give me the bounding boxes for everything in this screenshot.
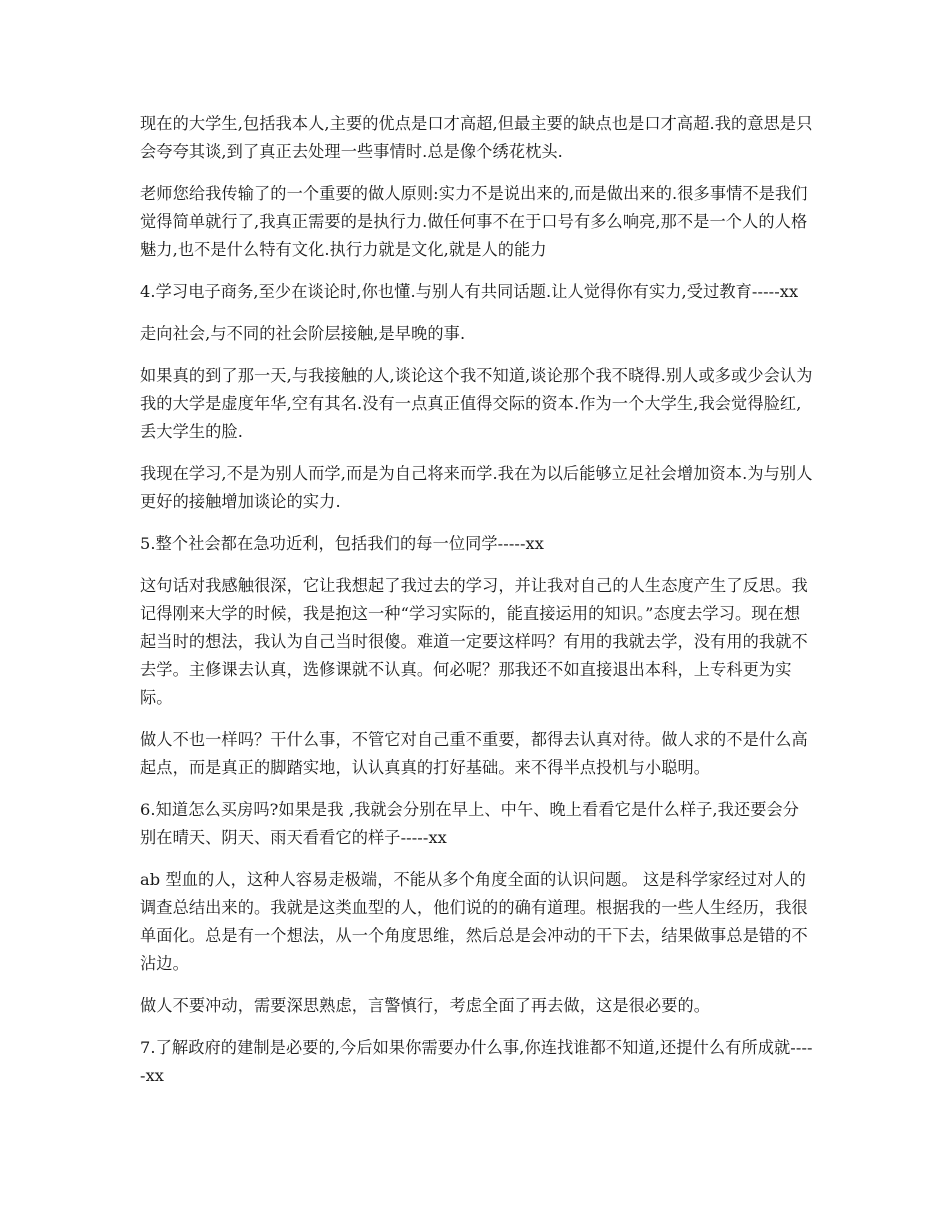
paragraph: 现在的大学生,包括我本人,主要的优点是口才高超,但最主要的缺点也是口才高超.我的意思是只会夸夸其谈,到了真正去处理一些事情时.总是像个绣花枕头. [140,114,813,161]
paragraph: 这句话对我感触很深，它让我想起了我过去的学习，并让我对自己的人生态度产生了反思。我记得刚来大学的时候，我是抱这一种“学习实际的，能直接运用的知识。”态度去学习。现在想起当时的想法，我认为自己当时很傻。难道一定要这样吗？有用的我就去学，没有用的我就不去学。主修课去认真，选修课就不认真。何必呢？那我还不如直接退出本科，上专科更为实际。 [140,576,808,707]
paragraph: 6.知道怎么买房吗?如果是我 ,我就会分别在早上、中午、晚上看看它是什么样子,我还要会分别在晴天、阴天、雨天看看它的样子-----xx [140,800,800,847]
paragraph: 我现在学习,不是为别人而学,而是为自己将来而学.我在为以后能够立足社会增加资本.为与别人更好的接触增加谈论的实力. [140,464,813,511]
paragraph: 5.整个社会都在急功近利，包括我们的每一位同学-----xx [140,534,544,553]
paragraph: 做人不要冲动，需要深思熟虑，言警慎行，考虑全面了再去做，这是很必要的。 [140,996,711,1015]
paragraph: 老师您给我传输了的一个重要的做人原则:实力不是说出来的,而是做出来的.很多事情不是我们觉得简单就行了,我真正需要的是执行力.做任何事不在于口号有多么响亮,那不是一个人的人格魅力,也不是什么特有文化.执行力就是文化,就是人的能力 [140,184,808,259]
paragraph: 7.了解政府的建制是必要的,今后如果你需要办什么事,你连找谁都不知道,还提什么有所成就-----xx [140,1038,813,1085]
paragraph: ab 型血的人，这种人容易走极端，不能从多个角度全面的认识问题。 这是科学家经过对人的调查总结出来的。我就是这类血型的人，他们说的的确有道理。根据我的一些人生经历，我很单面化。总是有一个想法，从一个角度思维，然后总是会冲动的干下去，结果做事总是错的不沾边。 [140,870,808,973]
paragraph: 4.学习电子商务,至少在谈论时,你也懂.与别人有共同话题.让人觉得你有实力,受过教育-----xx [140,282,799,301]
document-body [140,110,815,1104]
paragraph: 走向社会,与不同的社会阶层接触,是早晚的事. [140,324,466,343]
paragraph: 做人不也一样吗？干什么事，不管它对自己重不重要，都得去认真对待。做人求的不是什么高起点，而是真正的脚踏实地，认认真真的打好基础。来不得半点投机与小聪明。 [140,730,808,777]
paragraph: 如果真的到了那一天,与我接触的人,谈论这个我不知道,谈论那个我不晓得.别人或多或少会认为我的大学是虚度年华,空有其名.没有一点真正值得交际的资本.作为一个大学生,我会觉得脸红,丢大学生的脸. [140,366,813,441]
